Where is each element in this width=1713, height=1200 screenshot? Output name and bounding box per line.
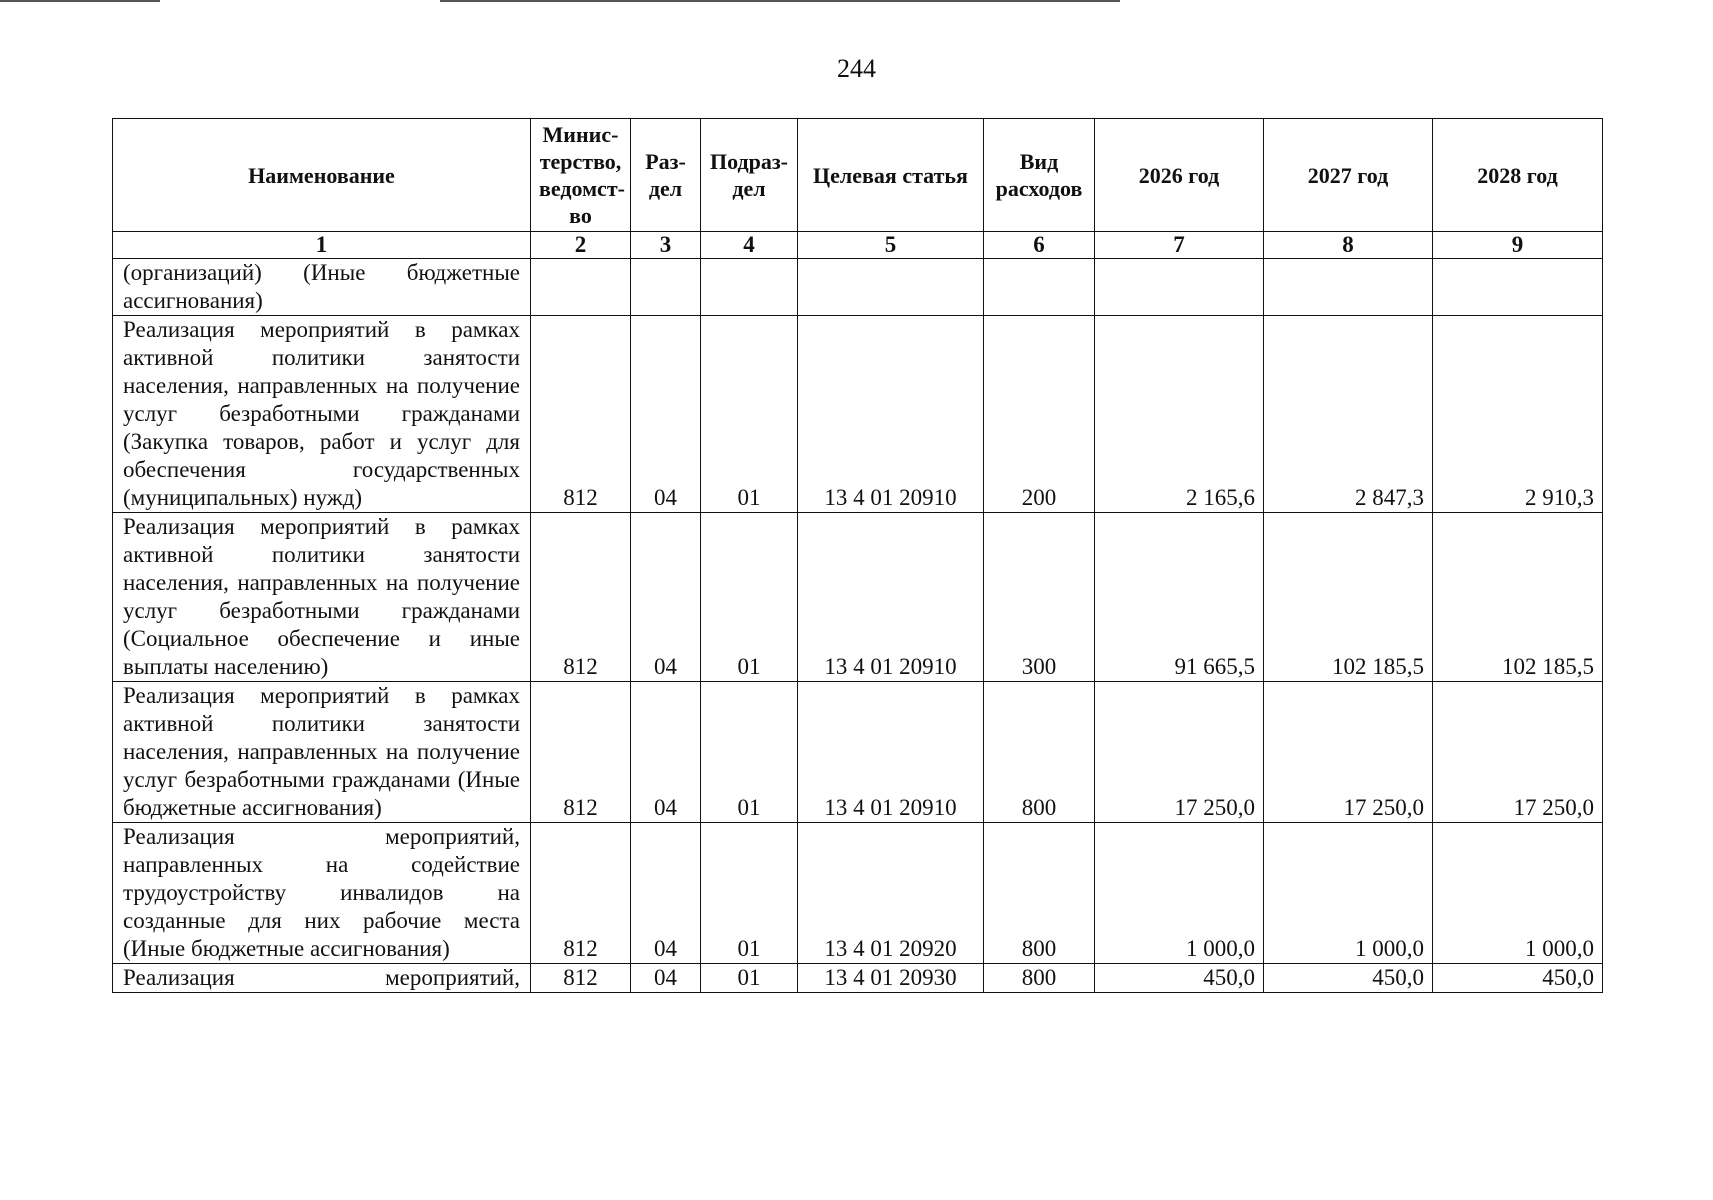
row-2028	[1433, 259, 1603, 316]
column-number: 2	[531, 232, 631, 259]
header-2026: 2026 год	[1095, 119, 1264, 232]
row-2027: 17 250,0	[1264, 682, 1433, 823]
column-number: 5	[798, 232, 984, 259]
row-2027	[1264, 259, 1433, 316]
row-2028: 17 250,0	[1433, 682, 1603, 823]
header-2028: 2028 год	[1433, 119, 1603, 232]
table-header-row	[113, 119, 1603, 232]
row-expense-type: 800	[984, 964, 1095, 993]
row-subsection: 01	[701, 513, 798, 682]
table-row	[113, 964, 1603, 993]
row-2026: 17 250,0	[1095, 682, 1264, 823]
row-subsection: 01	[701, 823, 798, 964]
row-2026: 91 665,5	[1095, 513, 1264, 682]
table-row	[113, 259, 1603, 316]
table-row	[113, 316, 1603, 513]
row-name: Реализация мероприятий, направленных на содействие трудоустройству инвалидов на созданные для них рабочие места (Иные бюджетные ассигнования)	[113, 823, 531, 964]
header-target: Целевая статья	[798, 119, 984, 232]
row-ministry: 812	[531, 964, 631, 993]
table-row	[113, 682, 1603, 823]
column-number: 4	[701, 232, 798, 259]
header-name: Наименование	[113, 119, 531, 232]
header-2027: 2027 год	[1264, 119, 1433, 232]
column-number: 6	[984, 232, 1095, 259]
scan-edge-line	[0, 0, 160, 2]
column-number-row	[113, 232, 1603, 259]
row-ministry: 812	[531, 823, 631, 964]
row-subsection: 01	[701, 964, 798, 993]
row-target	[798, 259, 984, 316]
row-target: 13 4 01 20930	[798, 964, 984, 993]
row-2028: 102 185,5	[1433, 513, 1603, 682]
header-section: Раз-дел	[631, 119, 701, 232]
column-number: 3	[631, 232, 701, 259]
row-target: 13 4 01 20910	[798, 316, 984, 513]
row-expense-type: 800	[984, 823, 1095, 964]
row-ministry: 812	[531, 682, 631, 823]
column-number: 1	[113, 232, 531, 259]
row-section: 04	[631, 964, 701, 993]
column-number: 7	[1095, 232, 1264, 259]
row-2028: 2 910,3	[1433, 316, 1603, 513]
table-row	[113, 823, 1603, 964]
row-name: Реализация мероприятий в рамках активной политики занятости населения, направленных на получение услуг безработными гражданами (Иные бюджетные ассигнования)	[113, 682, 531, 823]
row-name: Реализация мероприятий в рамках активной политики занятости населения, направленных на получение услуг безработными гражданами (Социальное обеспечение и иные выплаты населению)	[113, 513, 531, 682]
row-section: 04	[631, 682, 701, 823]
row-ministry: 812	[531, 513, 631, 682]
row-target: 13 4 01 20910	[798, 682, 984, 823]
row-expense-type: 300	[984, 513, 1095, 682]
table-row	[113, 513, 1603, 682]
row-name: Реализация мероприятий в рамках активной политики занятости населения, направленных на получение услуг безработными гражданами (Закупка товаров, работ и услуг для обеспечения государственных (муниципальных) нужд)	[113, 316, 531, 513]
row-2028: 450,0	[1433, 964, 1603, 993]
row-section: 04	[631, 513, 701, 682]
scan-edge-line	[440, 0, 1120, 2]
row-name: (организаций) (Иные бюджетные ассигнования)	[113, 259, 531, 316]
row-subsection	[701, 259, 798, 316]
row-section: 04	[631, 316, 701, 513]
row-subsection: 01	[701, 682, 798, 823]
header-subsection: Подраз-дел	[701, 119, 798, 232]
row-2027: 2 847,3	[1264, 316, 1433, 513]
header-ministry: Минис-терство, ведомст-во	[531, 119, 631, 232]
row-2027: 450,0	[1264, 964, 1433, 993]
row-expense-type: 200	[984, 316, 1095, 513]
row-2026: 2 165,6	[1095, 316, 1264, 513]
budget-table	[112, 118, 1603, 993]
row-target: 13 4 01 20920	[798, 823, 984, 964]
row-2027: 102 185,5	[1264, 513, 1433, 682]
row-expense-type	[984, 259, 1095, 316]
row-subsection: 01	[701, 316, 798, 513]
row-2026: 450,0	[1095, 964, 1264, 993]
row-2027: 1 000,0	[1264, 823, 1433, 964]
row-section	[631, 259, 701, 316]
row-ministry	[531, 259, 631, 316]
column-number: 9	[1433, 232, 1603, 259]
row-ministry: 812	[531, 316, 631, 513]
row-expense-type: 800	[984, 682, 1095, 823]
row-2026	[1095, 259, 1264, 316]
row-target: 13 4 01 20910	[798, 513, 984, 682]
column-number: 8	[1264, 232, 1433, 259]
row-section: 04	[631, 823, 701, 964]
row-name: Реализация мероприятий,	[113, 964, 531, 993]
header-expense-type: Вид расходов	[984, 119, 1095, 232]
row-2028: 1 000,0	[1433, 823, 1603, 964]
page-number: 244	[837, 54, 876, 83]
row-2026: 1 000,0	[1095, 823, 1264, 964]
